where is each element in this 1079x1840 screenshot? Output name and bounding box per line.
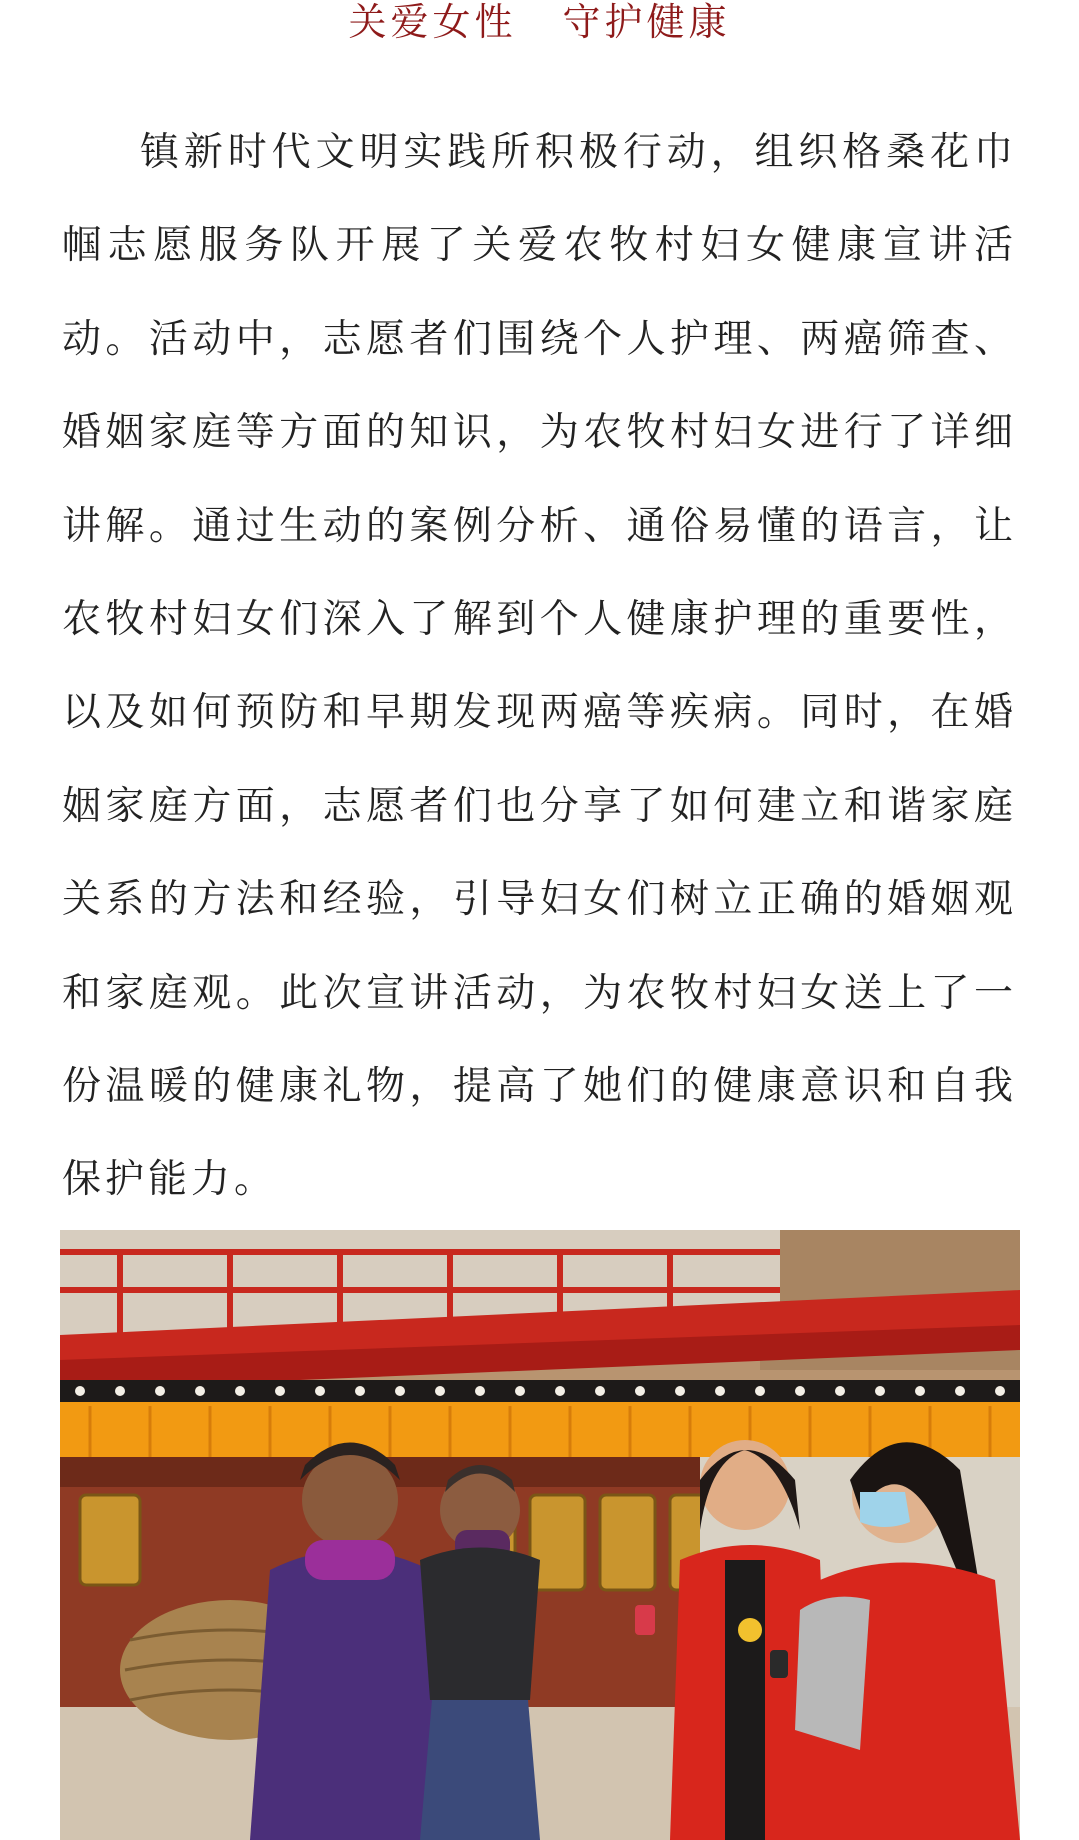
title-part-2: 守护健康 [562,0,731,44]
article-photo [60,1230,1020,1840]
article-paragraph: 镇新时代文明实践所积极行动，组织格桑花巾帼志愿服务队开展了关爱农牧村妇女健康宣讲活动。活动中，志愿者们围绕个人护理、两癌筛查、婚姻家庭等方面的知识，为农牧村妇女进行了详细讲解。通过生动的案例分析、通俗易懂的语言，让农牧村妇女们深入了解到个人健康护理的重要性，以及如何预防和早期发现两癌等疾病。同时，在婚姻家庭方面，志愿者们也分享了如何建立和谐家庭关系的方法和经验，引导妇女们树立正确的婚姻观和家庭观。此次宣讲活动，为农牧村妇女送上了一份温暖的健康礼物，提高了她们的健康意识和自我保护能力。 [62,130,1017,1203]
article-title [0,0,1079,44]
title-part-1: 关爱女性 [348,0,517,44]
photo-illustration [60,1230,1020,1840]
